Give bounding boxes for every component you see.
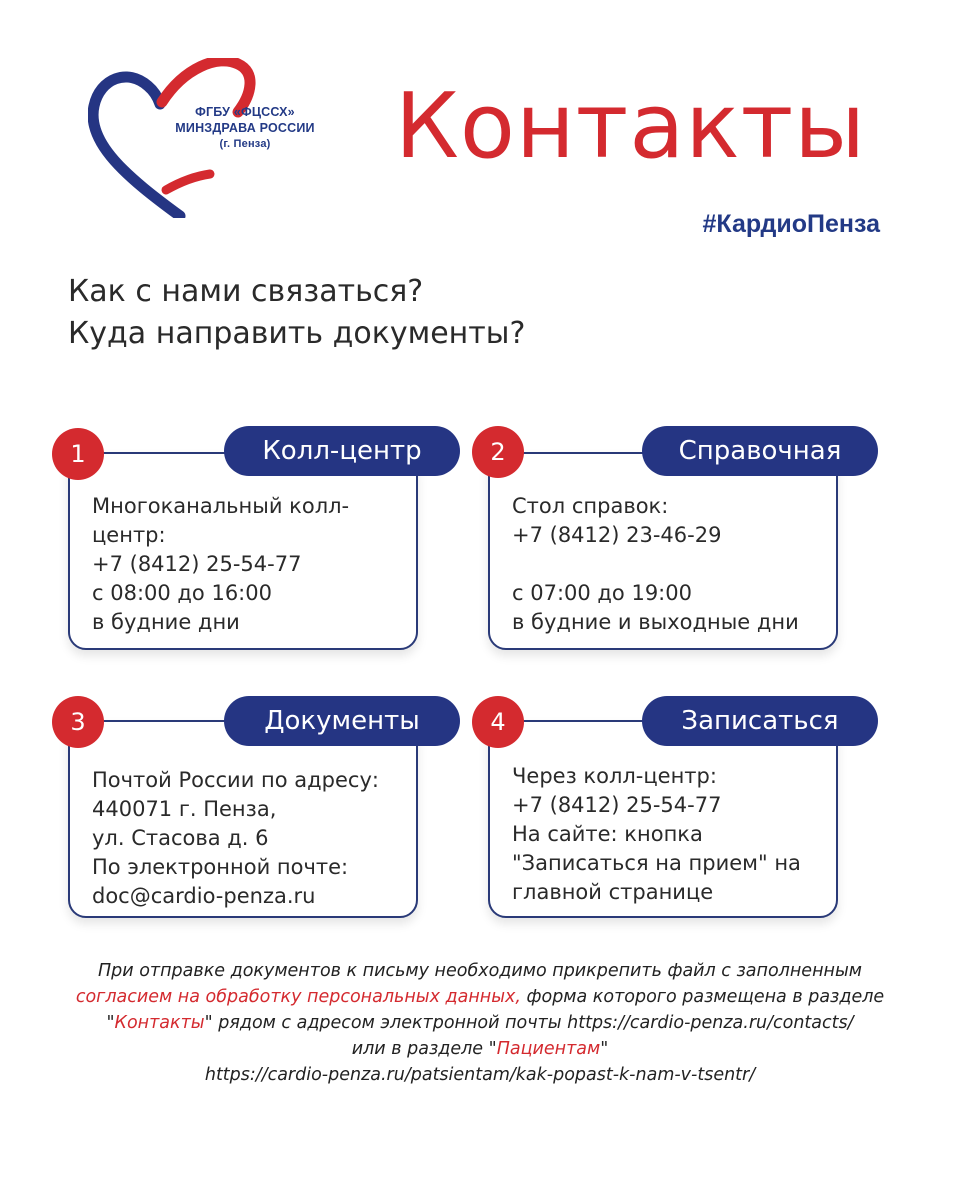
hashtag: #КардиоПенза [702,210,880,238]
info-desk-badge: Справочная [642,426,878,476]
card-documents [68,720,418,918]
call-center-badge: Колл-центр [224,426,460,476]
note-text-3: " рядом с адресом электронной почты https://cardio-penza.ru/contacts/ [204,1013,854,1033]
logo-line-3: (г. Пенза) [219,138,271,150]
card-documents-text: Почтой России по адресу: 440071 г. Пенза, ул. Стасова д. 6 По электронной почте: doc@cardio-penza.ru [92,768,379,908]
question-documents: Куда направить документы? [68,316,526,351]
documents-badge: Документы [224,696,460,746]
step-number-2: 2 [472,426,524,478]
note-text-4: или в разделе " [351,1039,497,1059]
card-info-desk [488,452,838,650]
patients-link[interactable]: Пациентам [496,1039,601,1059]
card-call-center [68,452,418,650]
note-text-5: " [600,1039,609,1059]
step-number-1: 1 [52,428,104,480]
card-info-desk-text: Стол справок: +7 (8412) 23-46-29 с 07:00 до 19:00 в будние и выходные дни [512,494,799,634]
step-number-4: 4 [472,696,524,748]
page-title: Контакты [395,74,867,179]
card-call-center-text: Многоканальный колл- центр: +7 (8412) 25-54-77 с 08:00 до 16:00 в будние дни [92,494,350,634]
logo-line-1: ФГБУ «ФЦССХ» [195,105,295,119]
appointment-badge: Записаться [642,696,878,746]
footer-note [60,958,900,1088]
logo-line-2: МИНЗДРАВА РОССИИ [175,121,315,135]
card-appointment [488,720,838,918]
consent-link[interactable]: согласием на обработку персональных данных, [75,987,521,1007]
patients-url[interactable]: https://cardio-penza.ru/patsientam/kak-popast-k-nam-v-tsentr/ [204,1065,756,1085]
note-text-2: форма которого размещена в разделе " [106,987,885,1033]
question-contact: Как с нами связаться? [68,274,424,309]
card-appointment-text: Через колл-центр: +7 (8412) 25-54-77 На сайте: кнопка "Записаться на прием" на главной странице [512,764,801,904]
logo [88,58,328,218]
contacts-link[interactable]: Контакты [114,1013,205,1033]
logo-text [170,104,320,152]
step-number-3: 3 [52,696,104,748]
note-text-1: При отправке документов к письму необходимо прикрепить файл с заполненным [98,961,862,981]
